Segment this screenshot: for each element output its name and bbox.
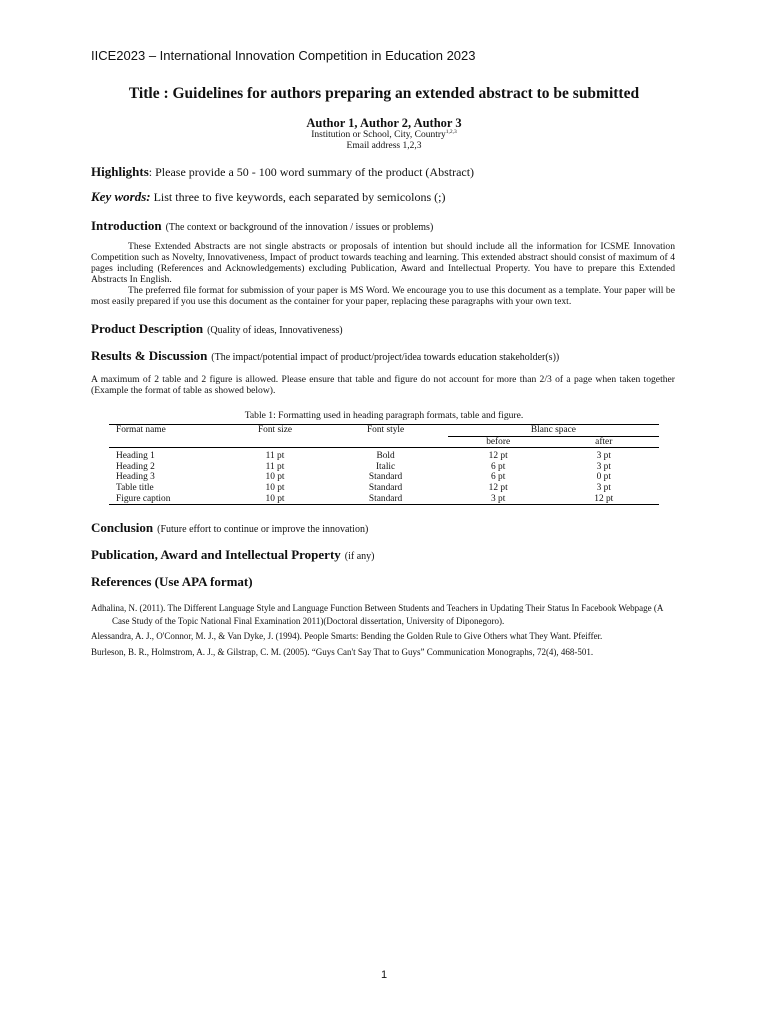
formatting-table: [109, 424, 659, 505]
product-description-label: Product Description: [91, 321, 204, 336]
institution-line: [0, 129, 768, 140]
cell-before: 12 pt: [488, 451, 508, 462]
cell-after: 3 pt: [596, 482, 611, 493]
header-format-name: Format name: [109, 425, 227, 437]
results-label: Results & Discussion: [91, 348, 208, 363]
cell-font-style: Standard: [368, 472, 403, 483]
publication-label: Publication, Award and Intellectual Property: [91, 547, 341, 562]
cell-after: 12 pt: [549, 494, 659, 505]
reference-list: [91, 602, 681, 661]
paper-title: Title : Guidelines for authors preparing an extended abstract to be submitted: [128, 85, 640, 102]
conclusion-label: Conclusion: [91, 520, 154, 535]
cell-after: 3 pt: [596, 461, 611, 472]
header-blanc-space: Blanc space: [448, 425, 659, 437]
email-line: Email address 1,2,3: [346, 141, 422, 151]
cell-font-size: 10 pt: [227, 494, 324, 505]
cell-format-name: Figure caption: [109, 494, 227, 505]
reference-item: Alessandra, A. J., O'Connor, M. J., & Van Dyke, J. (1994). People Smarts: Bending the Golden Rule to Give Others what They Want. Pfeiffer.: [91, 631, 603, 642]
subheader-spacer: [109, 436, 227, 448]
header-after: after: [549, 436, 659, 448]
cell-font-size: 10 pt: [265, 472, 285, 483]
table-row: [109, 494, 659, 505]
cell-before: 12 pt: [488, 482, 508, 493]
cell-font-style: Standard: [368, 482, 403, 493]
table-row: [109, 472, 659, 483]
results-note: (The impact/potential impact of product/project/idea towards education stakeholder(s)): [211, 352, 560, 363]
conference-header: IICE2023 – International Innovation Competition in Education 2023: [91, 48, 476, 63]
page-number: 1: [380, 969, 388, 981]
results-paragraph: A maximum of 2 table and 2 figure is allowed. Please ensure that table and figure do not account for more than 2/3 of a page when taken together (Example the format of table as showed below).: [91, 374, 675, 397]
cell-font-size: 11 pt: [265, 451, 285, 462]
introduction-label: Introduction: [91, 218, 162, 233]
cell-after: 3 pt: [596, 451, 611, 462]
cell-format-name: Heading 2: [116, 461, 155, 472]
highlights-line: [91, 164, 474, 180]
table-header-row: [109, 425, 659, 437]
introduction-paragraph-2: The preferred file format for submission of your paper is MS Word. We encourage you to use this document as a template. Your paper will be most easily prepared if you use this document as the container for your paper, replacing these paragraphs with your own text.: [91, 285, 675, 308]
header-before: before: [448, 436, 549, 448]
table-row: [109, 483, 659, 494]
cell-format-name: Heading 1: [116, 451, 155, 462]
author-list: Author 1, Author 2, Author 3: [306, 116, 462, 130]
cell-format-name: Heading 3: [116, 472, 155, 483]
introduction-heading: [91, 217, 433, 235]
introduction-body: [91, 241, 675, 308]
cell-before: 6 pt: [491, 461, 506, 472]
cell-before: 3 pt: [448, 494, 549, 505]
conclusion-note: (Future effort to continue or improve the innovation): [157, 524, 369, 535]
subheader-spacer: [323, 436, 447, 448]
keywords-line: [91, 189, 446, 205]
results-body: [91, 374, 675, 396]
cell-format-name: Table title: [116, 482, 154, 493]
introduction-note: (The context or background of the innovation / issues or problems): [165, 222, 434, 233]
table-row: [109, 448, 659, 462]
header-font-style: Font style: [323, 425, 447, 437]
highlights-text: : Please provide a 50 - 100 word summary of the product (Abstract): [148, 165, 475, 179]
cell-font-style: Standard: [323, 494, 447, 505]
cell-font-style: Bold: [376, 451, 395, 462]
institution-text: Institution or School, City, Country: [311, 130, 446, 141]
results-heading: [91, 347, 559, 365]
table-caption: Table 1: Formatting used in heading paragraph formats, table and figure.: [244, 410, 524, 421]
references-label: References (Use APA format): [91, 574, 253, 589]
cell-before: 6 pt: [491, 472, 506, 483]
header-font-size: Font size: [227, 425, 324, 437]
subheader-spacer: [227, 436, 324, 448]
table-row: [109, 462, 659, 473]
cell-font-size: 11 pt: [265, 461, 285, 472]
highlights-label: Highlights: [91, 164, 149, 179]
introduction-paragraph-1: These Extended Abstracts are not single abstracts or proposals of intention but should include all the information for ICSME Innovation Competition such as Novelty, Innovativeness, Impact of product towards teaching and learning. This extended abstract should consist of maximum of 4 pages including (References and Acknowledgements) excluding Publication, Award and Intellectual Property. You have to prepare this Extended Abstracts In English.: [91, 241, 675, 286]
reference-item: Adhalina, N. (2011). The Different Language Style and Language Function Between Students and Teachers in Updating Their Status In Facebook Webpage (A Case Study of the Topic National Final Examination 2011)(Doctoral dissertation, University of Diponegoro).: [91, 603, 663, 626]
publication-note: (if any): [344, 551, 375, 562]
product-description-heading: [91, 320, 343, 338]
cell-font-size: 10 pt: [265, 482, 285, 493]
reference-item: Burleson, B. R., Holmstrom, A. J., & Gilstrap, C. M. (2005). “Guys Can't Say That to Guys” Communication Monographs, 72(4), 468-501.: [91, 646, 594, 657]
institution-superscript: 1,2,3: [445, 129, 457, 135]
keywords-text: List three to five keywords, each separated by semicolons (;): [150, 190, 446, 204]
cell-font-style: Italic: [375, 461, 396, 472]
references-heading: [91, 573, 253, 591]
keywords-label: Key words:: [91, 189, 151, 204]
product-description-note: (Quality of ideas, Innovativeness): [207, 325, 343, 336]
table-subheader-row: [109, 436, 659, 448]
conclusion-heading: [91, 519, 368, 537]
publication-heading: [91, 546, 375, 564]
cell-after: 0 pt: [596, 472, 611, 483]
